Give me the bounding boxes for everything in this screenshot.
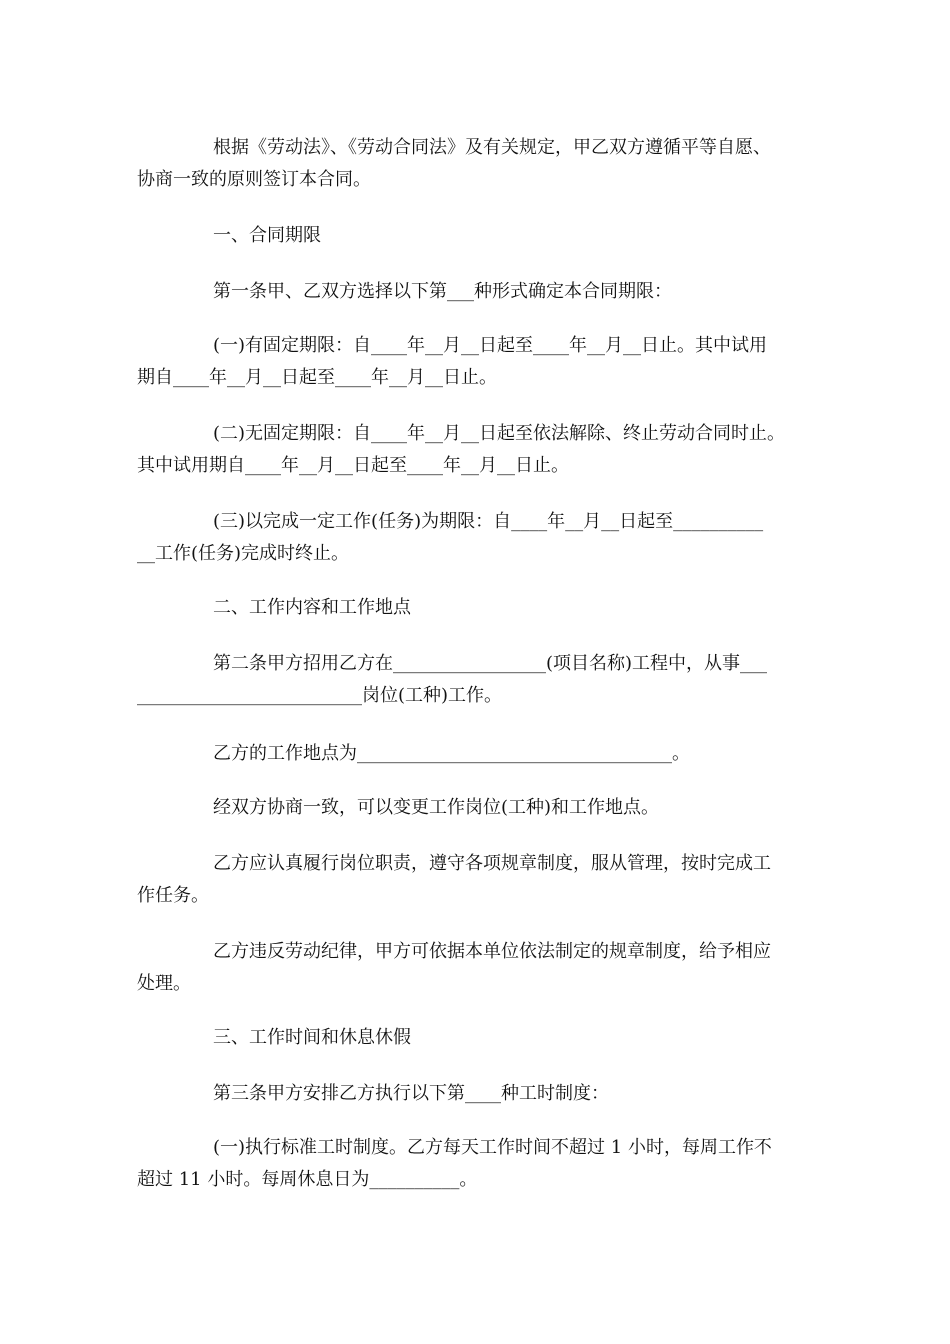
text-line: 期自____年__月__日起至____年__月__日止。 — [137, 367, 497, 388]
text-line: (二)无固定期限：自____年__月__日起至依法解除、终止劳动合同时止。 — [213, 423, 786, 444]
paragraph-preamble — [137, 132, 809, 196]
text-line: 协商一致的原则签订本合同。 — [137, 169, 371, 190]
text-line: 一、合同期限 — [213, 225, 321, 246]
discipline — [137, 936, 809, 1000]
text-line: 处理。 — [137, 973, 191, 994]
text-line: 二、工作内容和工作地点 — [213, 597, 411, 618]
clause-open-term — [137, 418, 809, 482]
text-line: 经双方协商一致，可以变更工作岗位(工种)和工作地点。 — [213, 797, 660, 818]
text-line: 第三条甲方安排乙方执行以下第____种工时制度： — [213, 1083, 609, 1104]
text-line: (一)执行标准工时制度。乙方每天工作时间不超过 1 小时，每周工作不 — [213, 1137, 772, 1158]
text-line: 第一条甲、乙双方选择以下第___种形式确定本合同期限： — [213, 281, 672, 302]
text-line: __工作(任务)完成时终止。 — [137, 543, 350, 564]
section-heading-3 — [137, 1022, 809, 1054]
standard-hours — [137, 1132, 809, 1196]
text-line: 超过 11 小时。每周休息日为__________。 — [137, 1169, 478, 1190]
text-line: (一)有固定期限：自____年__月__日起至____年__月__日止。其中试用 — [213, 335, 768, 356]
section-heading-2 — [137, 592, 809, 624]
text-line: 乙方违反劳动纪律，甲方可依据本单位依法制定的规章制度，给予相应 — [213, 941, 771, 962]
text-line: 作任务。 — [137, 885, 209, 906]
text-line: 根据《劳动法》、《劳动合同法》及有关规定，甲乙双方遵循平等自愿、 — [213, 137, 771, 158]
change-agreement — [137, 792, 809, 824]
text-line: 三、工作时间和休息休假 — [213, 1027, 411, 1048]
work-location — [137, 738, 809, 770]
text-line: 第二条甲方招用乙方在_________________(项目名称)工程中，从事___ — [213, 653, 768, 674]
article-3 — [137, 1078, 809, 1110]
article-2 — [137, 648, 809, 712]
duties — [137, 848, 809, 912]
article-1 — [137, 276, 809, 308]
text-line: 乙方的工作地点为___________________________________。 — [213, 743, 690, 764]
text-line: 其中试用期自____年__月__日起至____年__月__日止。 — [137, 455, 569, 476]
section-heading-1 — [137, 220, 809, 252]
text-line: 乙方应认真履行岗位职责，遵守各项规章制度，服从管理，按时完成工 — [213, 853, 771, 874]
clause-task-term — [137, 506, 809, 570]
text-line: _________________________岗位(工种)工作。 — [137, 685, 503, 706]
clause-fixed-term — [137, 330, 809, 394]
text-line: (三)以完成一定工作(任务)为期限：自____年__月__日起至__________ — [213, 511, 764, 532]
